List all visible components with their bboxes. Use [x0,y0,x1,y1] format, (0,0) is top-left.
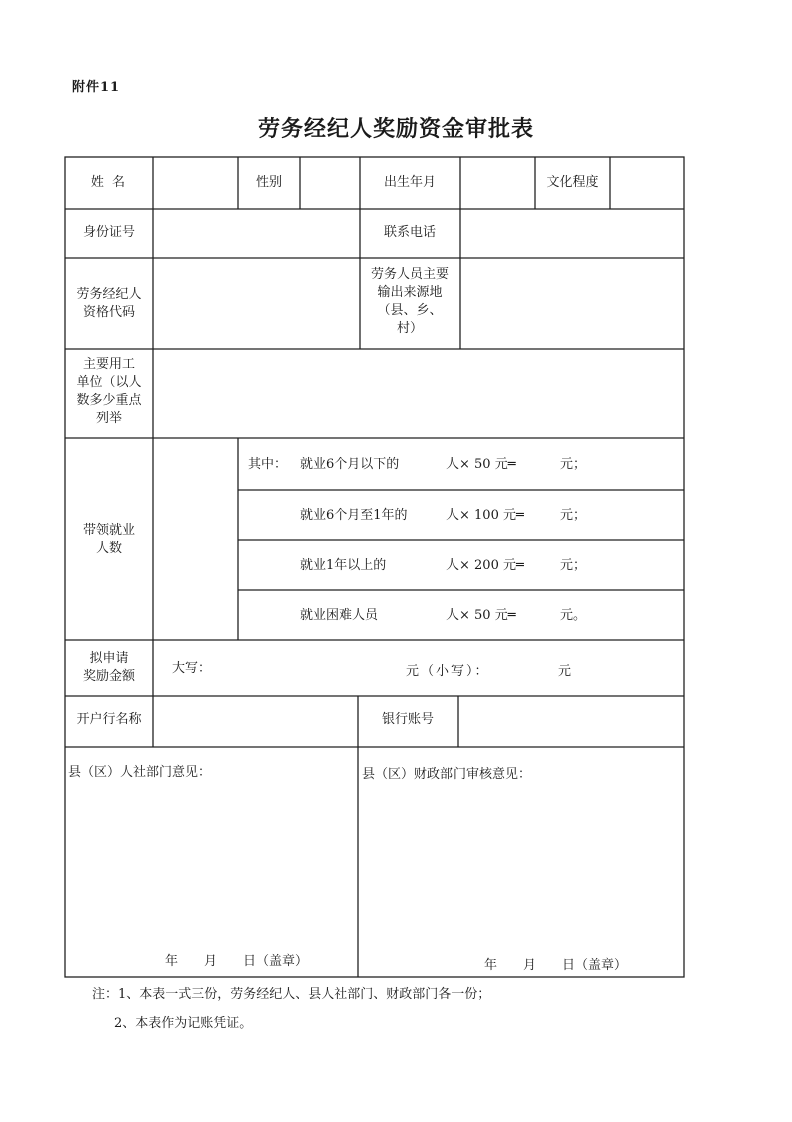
id-number-field[interactable] [155,211,358,256]
amount-label [65,650,153,686]
row-hardship-rate: 人× 50 元═ [446,608,516,623]
row-6-to-12-months-label: 就业6个月至1年的 [300,508,408,523]
employer-label-line4: 列举 [95,411,122,426]
row-6-to-12-months-rate: 人× 100 元═ [446,508,524,523]
gender-field[interactable] [302,160,358,207]
broker-code-field[interactable] [155,260,358,347]
row-over-1-year-label: 就业1年以上的 [300,558,387,573]
education-label: 文化程度 [546,175,599,190]
finance-opinion-field[interactable] [360,792,682,942]
education-field[interactable] [612,160,682,207]
name-label: 姓 名 [90,175,128,190]
hrss-date-stamp: 年 月 日（盖章） [165,954,309,969]
row-over-1-year-rate: 人× 200 元═ [446,558,524,573]
labor-origin-field[interactable] [462,260,682,347]
lead-count-label [65,522,153,558]
row-under-6-months-label: 就业6个月以下的 [300,457,400,472]
labor-origin-label-line2: 输出来源地 [377,285,443,300]
phone-field[interactable] [462,211,682,256]
amount-in-figures-label: 元（小写）： [406,664,490,679]
attachment-label: 附件11 [72,80,121,95]
birth-label: 出生年月 [383,175,436,190]
bank-account-field[interactable] [460,698,682,745]
broker-code-label-line1: 劳务经纪人 [76,287,142,302]
amount-in-words-label: 大写： [172,661,212,676]
finance-date-stamp: 年 月 日（盖章） [484,958,628,973]
name-field[interactable] [155,160,236,207]
note-2: 2、本表作为记账凭证。 [114,1016,253,1031]
hrss-opinion-field[interactable] [67,790,356,940]
birth-field[interactable] [462,160,533,207]
gender-label: 性别 [255,175,282,190]
row-under-6-months-rate: 人× 50 元═ [446,457,516,472]
of-which-label: 其中： [248,457,288,472]
amount-label-line1: 拟申请 [89,651,129,666]
labor-origin-label-line4: 村） [396,321,423,336]
employer-label-line2: 单位（以人 [76,375,142,390]
labor-origin-label [360,266,460,338]
employer-field[interactable] [155,351,682,436]
note-1: 注：1、本表一式三份，劳务经纪人、县人社部门、财政部门各一份； [92,987,491,1002]
employer-label [65,356,153,428]
amount-in-words-field[interactable] [230,644,400,692]
row-6-to-12-months-unit: 元； [560,508,587,523]
finance-opinion-label: 县（区）财政部门审核意见： [362,767,532,782]
bank-account-label: 银行账号 [381,712,434,727]
row-over-1-year-unit: 元； [560,558,587,573]
lead-count-label-line1: 带领就业 [82,523,135,538]
bank-name-field[interactable] [155,698,356,745]
row-hardship-unit: 元。 [560,608,587,623]
row-hardship-label: 就业困难人员 [300,608,379,623]
amount-unit-label: 元 [558,664,572,679]
labor-origin-label-line3: （县、乡、 [377,303,443,318]
form-title: 劳务经纪人奖励资金审批表 [257,116,534,142]
employer-label-line3: 数多少重点 [76,393,142,408]
amount-label-line2: 奖励金额 [82,669,135,684]
phone-label: 联系电话 [383,225,436,240]
labor-origin-label-line1: 劳务人员主要 [370,267,449,282]
lead-count-label-line2: 人数 [95,541,122,556]
employer-label-line1: 主要用工 [82,357,135,372]
bank-name-label: 开户行名称 [76,712,142,727]
broker-code-label [65,286,153,322]
id-number-label: 身份证号 [82,225,135,240]
row-under-6-months-unit: 元； [560,457,587,472]
hrss-opinion-label: 县（区）人社部门意见： [68,765,212,780]
lead-count-field[interactable] [155,440,236,638]
broker-code-label-line2: 资格代码 [82,305,135,320]
